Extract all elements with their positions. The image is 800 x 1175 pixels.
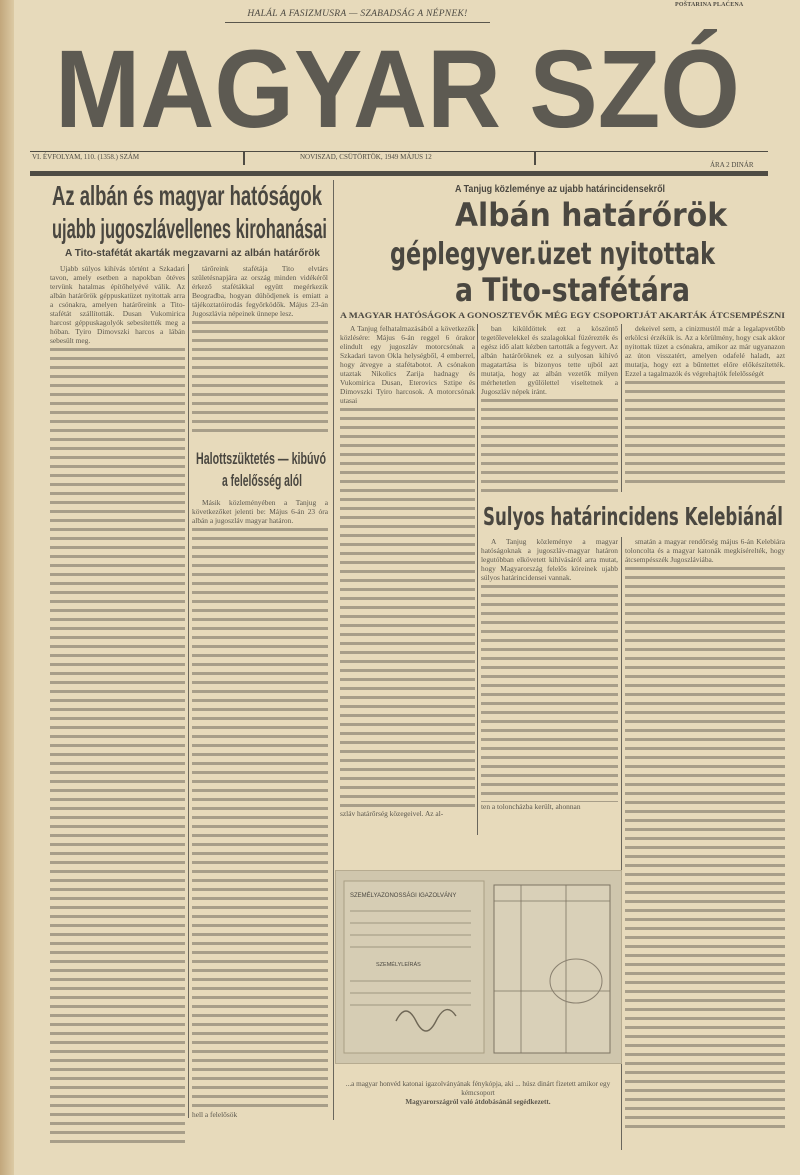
- left-article-column-2b: [192, 498, 328, 1118]
- right-article-column-1: [340, 324, 475, 835]
- caption-text: Magyarországról való átdobásánál segédkezett.: [405, 1098, 551, 1106]
- column-rule: [477, 324, 478, 835]
- text-lines: [481, 396, 618, 492]
- text-lines: [481, 582, 618, 802]
- divider: [30, 151, 768, 152]
- sub-article-column-2: [625, 537, 785, 1149]
- article-text: tárőreink stafétája Tito elvtárs születésnapjára az ország minden vidékéről érkező stafétákkal együtt megérkezik Beogradba, hogyan dühödjenek is emiatt a tájékoztatóirodás fegyőrködők. Május 23-án Jugoszlávia népeinek ünnepe lesz.: [192, 264, 328, 318]
- svg-text:A Tanjug közleménye az ujabb h: A Tanjug közleménye az ujabb határincidensekről: [455, 184, 666, 195]
- text-lines: [192, 318, 328, 436]
- article-text: A Tanjug közleménye a magyar hatóságoknak a jugoszláv-magyar határon legutóbban elkövetett kihívásáról arra mutat, hogy Magyarország felelős köreinek ujabb súlyos határincidensei vannak.: [481, 537, 618, 582]
- right-article-column-2: [481, 324, 618, 492]
- right-article-column-3: [625, 324, 785, 492]
- svg-text:SZEMÉLYLEÍRÁS: SZEMÉLYLEÍRÁS: [376, 962, 421, 968]
- left-article-column-2: [192, 264, 328, 440]
- subheading: [192, 444, 330, 494]
- masthead-slogan: HALÁL A FASIZMUSRA — SZABADSÁG A NÉPNEK!: [225, 9, 490, 23]
- text-lines: [625, 564, 785, 1134]
- article-text: dekeivel sem, a cinizmustól már a legalapvetőbb erkölcsi érzékük is. Az a körülmény, hogy csak akkor nyitottak tüzet a csónakra, amikor az már ugyanazon az úton visszatért, amelyen odafelé haladt, azt mutatja, hogy ezt a bűntettet előre előkészítették. Ezzel a tagalmazók és végrehajtók felelősségét: [625, 324, 785, 378]
- photo-caption: [338, 1080, 618, 1107]
- svg-text:Az albán és magyar hatóságok: Az albán és magyar hatóságok: [52, 180, 323, 211]
- column-rule: [188, 264, 189, 1118]
- price: ÁRA 2 DINÁR: [710, 161, 754, 169]
- svg-text:a felelősség alól: a felelősség alól: [222, 471, 302, 490]
- divider: [30, 171, 768, 176]
- article-text: Másik közleményében a Tanjug a következőket jelenti be: Május 6-án 23 óra albán a jugoszláv magyar határon.: [192, 498, 328, 525]
- text-lines: [625, 378, 785, 484]
- article-text: smatán a magyar rendőrség május 6-án Kelebiára toloncolta és a magyar katonák megkísérelték, hogy átcsempésszék Jugoszláviába.: [625, 537, 785, 564]
- divider: [243, 151, 245, 165]
- svg-text:a Tito-stafétára: a Tito-stafétára: [455, 271, 690, 309]
- postage-note: POŠTARINA PLAĆENA: [675, 2, 744, 8]
- svg-text:A Tito-stafétát akarták megzav: A Tito-stafétát akarták megzavarni az albán határőrök: [65, 248, 321, 259]
- article-text: A Tanjug felhatalmazásából a következők közlésére: Május 6-án reggel 6 órakor elindult egy jugoszláv motorcsónak a Szkadari tavon Okla helységből, 4 emberrel, hogy átvegye a stafétabotot. A csónakon utaztak Nikolics Zarija hadnagy és Vukomirica Dusan, Eterovics Sztipe és Dimovszki Tyiro harcosok. A motorcsónak utasai: [340, 324, 475, 405]
- svg-text:ujabb jugoszlávellenes kirohan: ujabb jugoszlávellenes kirohanásai: [52, 213, 327, 244]
- text-lines: [192, 525, 328, 1110]
- id-card-photo: [335, 870, 622, 1064]
- left-headline: [45, 178, 335, 262]
- svg-text:SZEMÉLYAZONOSSÁGI IGAZOLVÁNY: SZEMÉLYAZONOSSÁGI IGAZOLVÁNY: [350, 893, 457, 899]
- article-text: Ujabb súlyos kihívás történt a Szkadari tavon, amely esetben a napokban ötéves tervünk hatalmas építőhelyévé válik. Az albán határőrök géppuskatüzet nyitottak arra a csónakra, amelyen határőreink a Tito-stafétát szállították. Dusan Vukomirica harcost géppuskagolyók sebesítették meg a hóban. Tyiro Dimovszki harcos a lábán sebesült meg.: [50, 264, 185, 345]
- svg-text:Sulyos határincidens Kelebiáná: Sulyos határincidens Kelebiánál: [483, 502, 783, 531]
- text-lines: [50, 345, 185, 1143]
- svg-text:Albán határőrök: Albán határőrök: [455, 196, 728, 234]
- svg-text:MAGYAR SZÓ: MAGYAR SZÓ: [55, 28, 740, 151]
- page-edge: [0, 0, 14, 1175]
- right-headline: [340, 180, 790, 322]
- column-rule: [333, 180, 334, 1120]
- svg-text:géplegyver.üzet nyitottak: géplegyver.üzet nyitottak: [390, 237, 716, 272]
- svg-text:Halottszüktetés — kibúvó: Halottszüktetés — kibúvó: [196, 449, 326, 468]
- article-text: ban kiküldöttek ezt a köszöntő tegetőlevelekkel és szalagokkal füzérezték és egész idő alatt kézben tartották a fegyvert. Az albán határőröknek ez a sulyosan kihívó magatartása is bizonyos tette ujból azt mutatja, hogy az albán vezetők milyen mérhetetlen gyűlölettel viseltetnek a Jugoszláv népek iránt.: [481, 324, 618, 396]
- left-article-column-1: [50, 264, 185, 1118]
- text-lines: [340, 405, 475, 809]
- sub-article-column-1: [481, 537, 618, 835]
- article-text: ten a toloncházba került, ahonnan: [481, 802, 581, 811]
- issue-number: VI. ÉVFOLYAM, 110. (1358.) SZÁM: [32, 153, 140, 161]
- article-text: szláv határőrség közegeivel. Az al-: [340, 809, 444, 818]
- dateline: NOVISZAD, CSÜTÖRTÖK, 1949 MÁJUS 12: [300, 153, 432, 161]
- id-card-image: [336, 871, 621, 1063]
- column-rule: [621, 324, 622, 492]
- article-text: hell a felelősök: [192, 1110, 238, 1119]
- sub-article-headline: [480, 497, 788, 533]
- svg-text:A MAGYAR HATÓSÁGOK A GONOSZTEV: A MAGYAR HATÓSÁGOK A GONOSZTEVŐK MÉG EGY CSOPORTJÁT AKARTÁK ÁTCSEMPÉSZNI: [340, 311, 713, 320]
- divider: [534, 151, 536, 165]
- caption-text: ...a magyar honvéd katonai igazolványának fénykópja, aki ... húsz dinárt fizetett amikor egy kémcsoport: [345, 1080, 611, 1097]
